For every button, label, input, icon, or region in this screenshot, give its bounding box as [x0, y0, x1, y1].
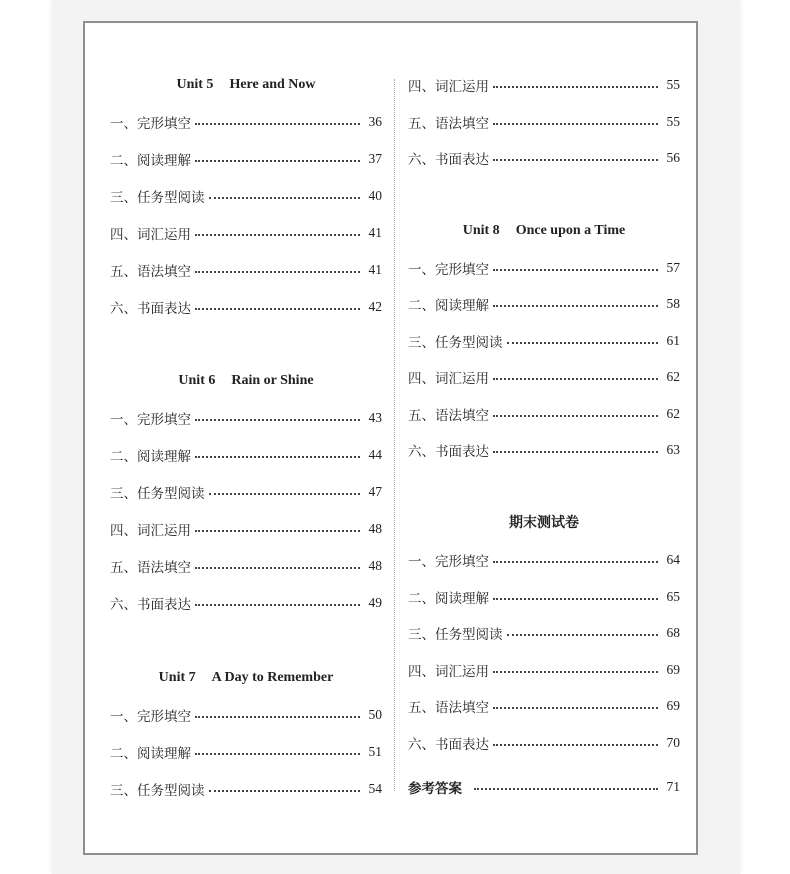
dot-leader: [493, 560, 658, 563]
dot-leader: [195, 455, 360, 458]
toc-entry[interactable]: 五、语法填空 55: [408, 114, 680, 132]
section-title-unit-7: Unit 7 A Day to Remember: [158, 670, 334, 685]
dot-leader: [209, 789, 361, 792]
toc-entry[interactable]: 三、任务型阅读 47: [110, 484, 382, 502]
section-title-final-exam: 期末测试卷: [509, 516, 579, 531]
toc-entry[interactable]: 一、完形填空 50: [110, 707, 382, 725]
dot-leader: [493, 85, 658, 88]
toc-entry[interactable]: 一、完形填空 64: [408, 552, 680, 570]
dot-leader: [493, 450, 658, 453]
dot-leader: [493, 122, 658, 125]
toc-entry[interactable]: 五、语法填空 62: [408, 406, 680, 424]
toc-entry[interactable]: 一、完形填空 43: [110, 410, 382, 428]
dot-leader: [493, 743, 658, 746]
dot-leader: [195, 566, 360, 569]
dot-leader: [493, 670, 658, 673]
toc-entry[interactable]: 二、阅读理解 65: [408, 589, 680, 607]
dot-leader: [474, 787, 658, 790]
dot-leader: [507, 633, 659, 636]
toc-entry[interactable]: 六、书面表达 63: [408, 442, 680, 460]
dot-leader: [493, 268, 658, 271]
toc-entry[interactable]: 六、书面表达 49: [110, 595, 382, 613]
dot-leader: [493, 597, 658, 600]
section-title-unit-5: Unit 5 Here and Now: [176, 77, 316, 92]
dot-leader: [195, 122, 360, 125]
toc-entry[interactable]: 五、语法填空 69: [408, 698, 680, 716]
toc-entry[interactable]: 四、词汇运用 62: [408, 369, 680, 387]
dot-leader: [507, 341, 659, 344]
toc-entry[interactable]: 五、语法填空 48: [110, 558, 382, 576]
dot-leader: [195, 159, 360, 162]
toc-entry[interactable]: 五、语法填空 41: [110, 262, 382, 280]
dot-leader: [493, 158, 658, 161]
column-divider: [394, 79, 395, 791]
toc-entry[interactable]: 四、词汇运用 41: [110, 225, 382, 243]
toc-entry[interactable]: 三、任务型阅读 61: [408, 333, 680, 351]
toc-page: [83, 21, 698, 855]
dot-leader: [195, 715, 360, 718]
dot-leader: [195, 307, 360, 310]
toc-entry-answers[interactable]: 参考答案 71: [408, 779, 680, 797]
toc-entry[interactable]: 三、任务型阅读 54: [110, 781, 382, 799]
dot-leader: [209, 492, 361, 495]
dot-leader: [493, 377, 658, 380]
section-title-unit-6: Unit 6 Rain or Shine: [178, 373, 314, 388]
toc-entry[interactable]: 一、完形填空 57: [408, 260, 680, 278]
toc-entry[interactable]: 四、词汇运用 69: [408, 662, 680, 680]
toc-entry[interactable]: 六、书面表达 56: [408, 150, 680, 168]
toc-entry[interactable]: 三、任务型阅读 40: [110, 188, 382, 206]
dot-leader: [195, 418, 360, 421]
dot-leader: [195, 270, 360, 273]
toc-entry[interactable]: 一、完形填空 36: [110, 114, 382, 132]
section-title-unit-8: Unit 8 Once upon a Time: [462, 223, 626, 238]
toc-entry[interactable]: 三、任务型阅读 68: [408, 625, 680, 643]
dot-leader: [195, 603, 360, 606]
dot-leader: [493, 414, 658, 417]
toc-entry[interactable]: 六、书面表达 70: [408, 735, 680, 753]
dot-leader: [493, 706, 658, 709]
toc-entry[interactable]: 二、阅读理解 44: [110, 447, 382, 465]
toc-entry[interactable]: 二、阅读理解 37: [110, 151, 382, 169]
dot-leader: [195, 529, 360, 532]
dot-leader: [209, 196, 361, 199]
toc-entry[interactable]: 四、词汇运用 55: [408, 77, 680, 95]
toc-entry[interactable]: 四、词汇运用 48: [110, 521, 382, 539]
toc-entry[interactable]: 二、阅读理解 51: [110, 744, 382, 762]
toc-entry[interactable]: 二、阅读理解 58: [408, 296, 680, 314]
toc-entry[interactable]: 六、书面表达 42: [110, 299, 382, 317]
dot-leader: [195, 233, 360, 236]
dot-leader: [195, 752, 360, 755]
dot-leader: [493, 304, 658, 307]
